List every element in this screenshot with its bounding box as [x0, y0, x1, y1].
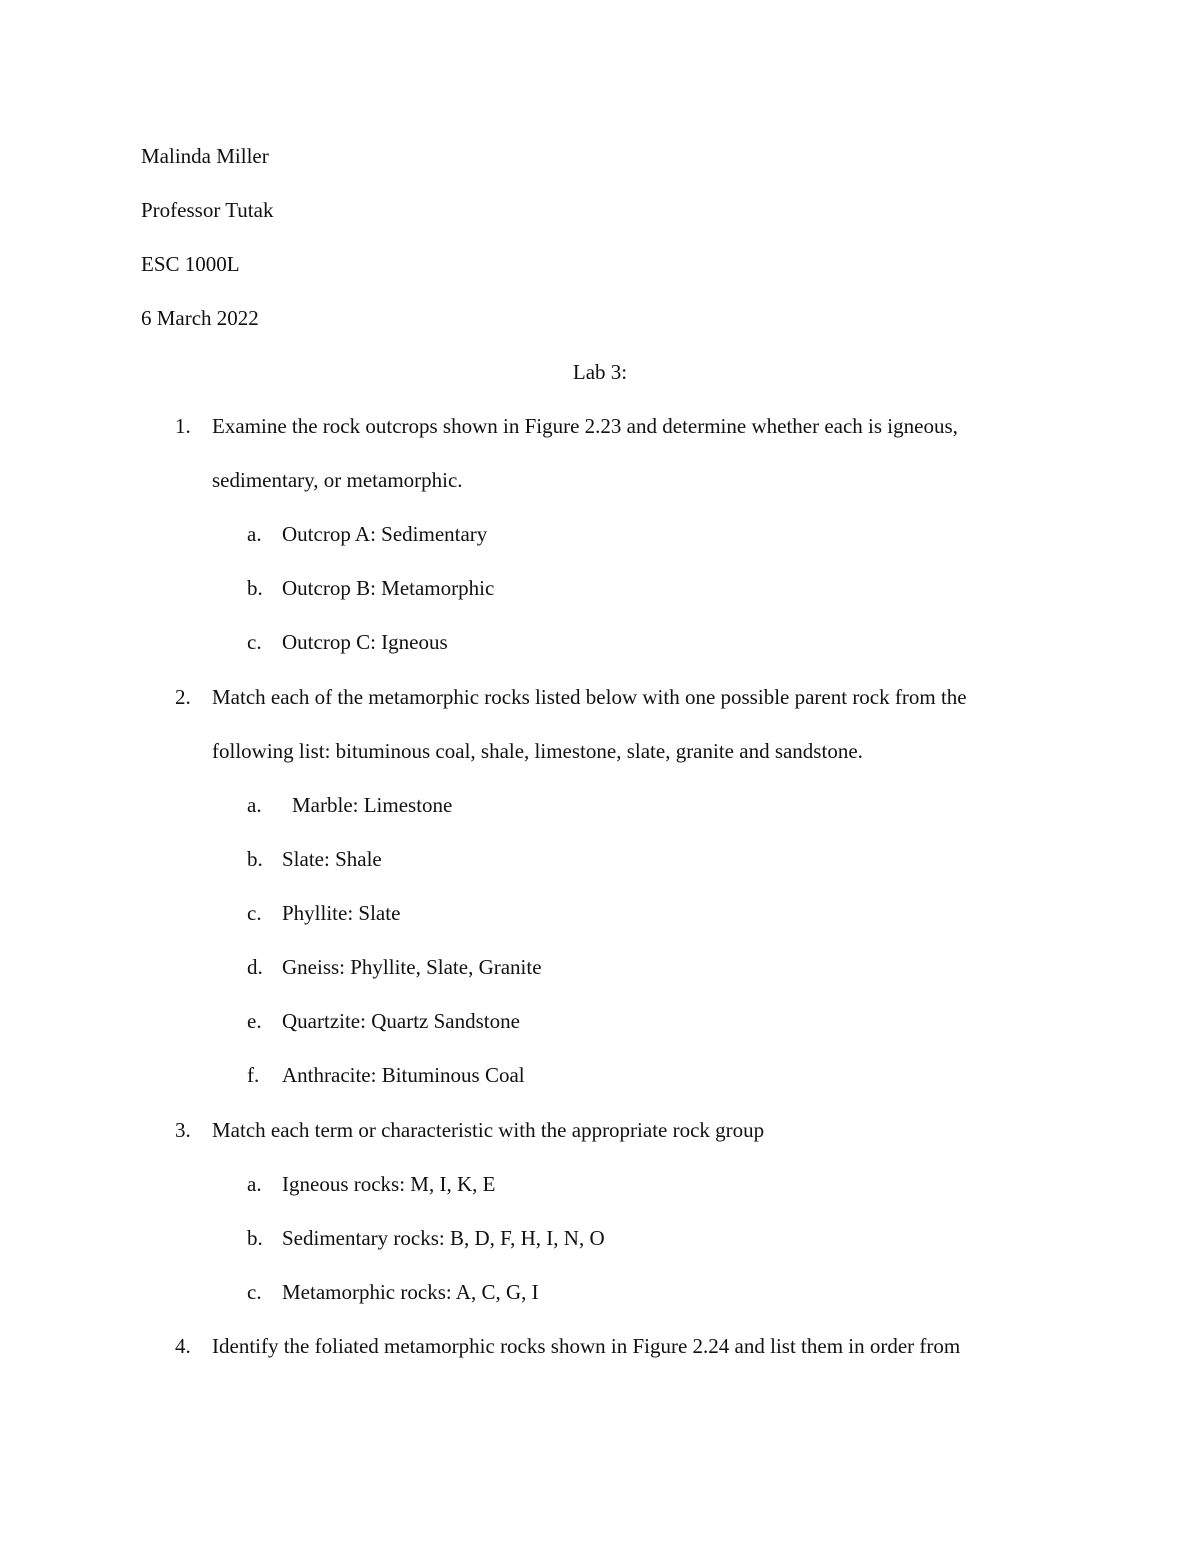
answer-text: Anthracite: Bituminous Coal — [282, 1063, 525, 1087]
answer-letter: c. — [247, 1280, 262, 1304]
answer-text: Quartzite: Quartz Sandstone — [282, 1009, 520, 1033]
answer-letter: b. — [247, 576, 263, 600]
answer-letter: c. — [247, 901, 262, 925]
answer-text: Sedimentary rocks: B, D, F, H, I, N, O — [282, 1226, 605, 1250]
answer-letter: f. — [247, 1063, 260, 1087]
answer-letter: e. — [247, 1009, 262, 1033]
question-number: 2. — [175, 685, 191, 709]
answer-text: Outcrop B: Metamorphic — [282, 576, 495, 600]
document-date: 6 March 2022 — [141, 306, 259, 330]
question-number: 4. — [175, 1334, 191, 1358]
question-text: Examine the rock outcrops shown in Figure 2.23 and determine whether each is igneous, — [212, 414, 958, 438]
question-number: 3. — [175, 1118, 191, 1142]
answer-text: Outcrop A: Sedimentary — [282, 522, 488, 546]
answer-text: Marble: Limestone — [292, 793, 453, 817]
question-number: 1. — [175, 414, 191, 438]
answer-text: Metamorphic rocks: A, C, G, I — [282, 1280, 539, 1304]
answer-text: Outcrop C: Igneous — [282, 630, 448, 654]
answer-letter: c. — [247, 630, 262, 654]
answer-text: Igneous rocks: M, I, K, E — [282, 1172, 496, 1196]
answer-text: Slate: Shale — [282, 847, 382, 871]
question-text: Match each of the metamorphic rocks listed below with one possible parent rock from the — [212, 685, 967, 709]
answer-letter: b. — [247, 1226, 263, 1250]
answer-text: Phyllite: Slate — [282, 901, 401, 925]
answer-letter: a. — [247, 1172, 262, 1196]
course-code: ESC 1000L — [141, 252, 240, 276]
question-text: Match each term or characteristic with the appropriate rock group — [212, 1118, 765, 1142]
answer-letter: a. — [247, 793, 262, 817]
author-name: Malinda Miller — [141, 144, 269, 168]
answer-letter: d. — [247, 955, 263, 979]
document-title: Lab 3: — [572, 360, 628, 384]
answer-letter: a. — [247, 522, 262, 546]
answer-text: Gneiss: Phyllite, Slate, Granite — [282, 955, 542, 979]
professor-name: Professor Tutak — [141, 198, 274, 222]
question-text: Identify the foliated metamorphic rocks shown in Figure 2.24 and list them in order from — [212, 1334, 961, 1358]
answer-letter: b. — [247, 847, 263, 871]
question-text: following list: bituminous coal, shale, limestone, slate, granite and sandstone. — [212, 739, 863, 763]
question-text: sedimentary, or metamorphic. — [212, 468, 463, 492]
